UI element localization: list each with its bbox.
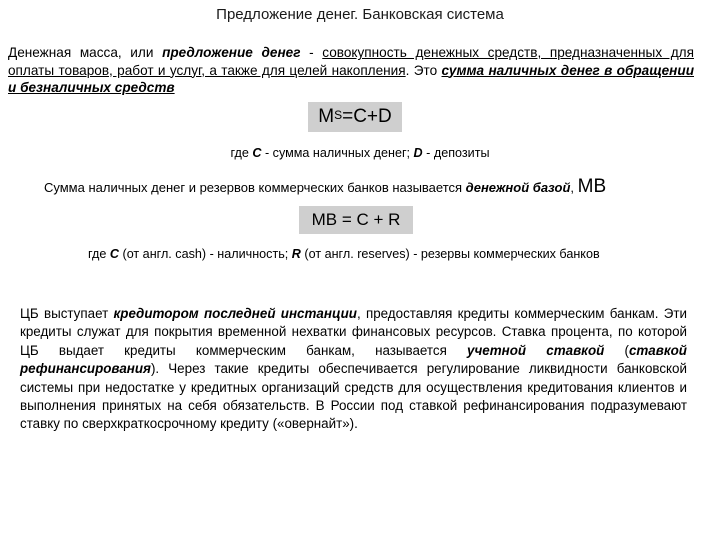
- paragraph-text: , предоставляя кредиты коммерческим банкам. Эти кредиты служат для покрытия временной нехватки финансовых ресурсов. Ставка процента, по которой ЦБ выдает кредиты коммерческим банкам, называется: [20, 306, 687, 358]
- definition-text: ,: [570, 180, 578, 195]
- money-supply-definition: [8, 44, 694, 97]
- definition-emphasis: сумма наличных денег в обращении и безналичных средств: [8, 62, 694, 95]
- definition-text: . Это: [405, 62, 442, 78]
- monetary-base-definition: [44, 176, 606, 198]
- term-monetary-base: денежной базой: [465, 180, 571, 195]
- formula-superscript: S: [334, 108, 343, 122]
- definition-underlined: совокупность денежных средств, предназначенных для оплаты товаров, работ и услуг, а также для целей накопления: [8, 45, 694, 78]
- formula-part: M: [318, 106, 335, 127]
- formula-monetary-base: MB = C + R: [299, 206, 413, 234]
- central-bank-paragraph: [20, 305, 687, 434]
- legend-text: (от англ. reserves) - резервы коммерческих банков: [300, 247, 600, 261]
- legend-text: - сумма наличных денег;: [261, 146, 414, 160]
- legend-symbol: C: [252, 146, 262, 160]
- formula-part: =C+D: [342, 106, 392, 127]
- term-money-supply: предложение денег: [162, 45, 301, 60]
- term-discount-rate: учетной ставкой: [467, 342, 605, 358]
- formula-legend-2: [88, 247, 600, 261]
- definition-text: -: [300, 45, 323, 60]
- legend-text: (от англ. cash) - наличность;: [119, 247, 292, 261]
- legend-symbol: R: [291, 247, 301, 261]
- definition-text: Денежная масса, или: [8, 45, 163, 60]
- legend-text: где: [88, 247, 110, 261]
- page-title: Предложение денег. Банковская система: [216, 6, 504, 23]
- legend-symbol: D: [413, 146, 423, 160]
- term-lender-of-last-resort: кредитором последней инстанции: [113, 306, 357, 321]
- formula-money-supply: [308, 102, 402, 132]
- term-refinancing-rate: ставкой рефинансирования: [20, 342, 687, 377]
- paragraph-text: ). Через такие кредиты обеспечивается регулирование ликвидности банковской системы при недостатке у кредитных организаций средств для осуществления кредитования клиентов и выполнения принятых на себя обязательств. В России под ставкой рефинансирования подразумевают ставку по сверхкраткосрочному кредиту («овернайт»).: [20, 361, 687, 432]
- definition-text: Сумма наличных денег и резервов коммерческих банков называется: [44, 180, 466, 195]
- legend-text: где: [230, 146, 253, 160]
- paragraph-text: ЦБ выступает: [20, 306, 114, 321]
- legend-symbol: C: [109, 247, 119, 261]
- legend-text: - депозиты: [422, 146, 490, 160]
- formula-legend-1: [0, 146, 720, 160]
- term-abbreviation: МВ: [577, 176, 607, 197]
- paragraph-text: (: [604, 342, 629, 358]
